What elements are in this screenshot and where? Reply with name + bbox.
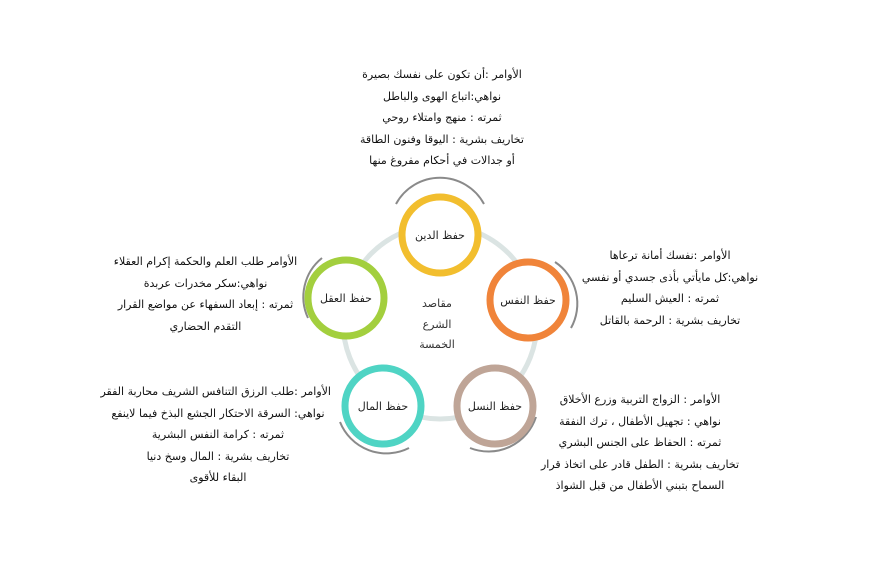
note-aql-line: الأوامر طلب العلم والحكمة إكرام العقلاء bbox=[113, 255, 298, 268]
note-aql bbox=[113, 251, 298, 337]
note-mal bbox=[100, 381, 331, 489]
note-aql-line: نواهي:سكر مخدرات عربدة bbox=[143, 276, 268, 290]
note-din bbox=[340, 64, 544, 172]
note-din-line: ثمرته : منهج وامتلاء روحي bbox=[382, 111, 502, 124]
note-din-line: الأوامر :أن تكون على نفسك بصيرة bbox=[362, 68, 522, 81]
note-din-line: نواهي:اتباع الهوى والباطل bbox=[382, 89, 502, 103]
node-aql-label: حفظ العقل bbox=[320, 292, 372, 305]
note-nasl-line: السماح بتبني الأطفال من قبل الشواذ bbox=[555, 479, 725, 492]
center-title-line-1: مقاصد bbox=[422, 297, 452, 310]
note-nasl-line: الأوامر : الزواج التربية وزرع الأخلاق bbox=[559, 393, 721, 406]
note-nasl-line: ثمرته : الحفاظ على الجنس البشري bbox=[558, 436, 722, 449]
note-din-line: تخاريف بشرية : اليوقا وفنون الطاقة bbox=[360, 132, 524, 146]
node-mal-label: حفظ المال bbox=[357, 400, 409, 413]
center-title-line-2: الشرع bbox=[422, 318, 452, 331]
center-title-line-3: الخمسة bbox=[419, 338, 455, 351]
node-aql bbox=[303, 258, 384, 336]
node-din-label: حفظ الدين bbox=[415, 229, 465, 242]
node-nasl bbox=[457, 368, 536, 452]
node-mal bbox=[340, 368, 421, 453]
note-nafs-line: نواهي:كل مايأتي بأذى جسدي أو نفسي bbox=[581, 270, 759, 284]
note-mal-line: البقاء للأقوى bbox=[189, 471, 247, 484]
note-mal-line: الأوامر :طلب الرزق التنافس الشريف محاربة الفقر bbox=[100, 385, 331, 398]
node-nafs bbox=[490, 262, 577, 338]
note-mal-line: تخاريف بشرية : المال وسخ دنيا bbox=[146, 449, 290, 463]
note-aql-line: التقدم الحضاري bbox=[169, 319, 242, 333]
note-nafs-line: الأوامر :نفسك أمانة ترعاها bbox=[609, 249, 731, 262]
note-mal-line: نواهي: السرقة الاحتكار الجشع البذخ فيما لاينفع bbox=[111, 406, 325, 420]
note-nafs-line: تخاريف بشرية : الرحمة بالقاتل bbox=[599, 313, 741, 327]
node-din bbox=[396, 178, 484, 273]
note-nafs bbox=[575, 245, 765, 331]
note-nafs-line: ثمرته : العيش السليم bbox=[620, 292, 720, 305]
note-nasl bbox=[540, 389, 740, 497]
note-din-line: أو جدالات في أحكام مفروغ منها bbox=[369, 154, 515, 167]
node-nafs-label: حفظ النفس bbox=[500, 294, 556, 307]
note-mal-line: ثمرته : كرامة النفس البشرية bbox=[151, 428, 285, 441]
note-nasl-line: نواهي : تجهيل الأطفال ، ترك النفقة bbox=[559, 414, 721, 428]
node-nasl-label: حفظ النسل bbox=[467, 400, 523, 413]
note-nasl-line: تخاريف بشرية : الطفل قادر على اتخاذ قرار bbox=[540, 457, 740, 471]
note-aql-line: ثمرته : إبعاد السفهاء عن مواضع القرار bbox=[117, 298, 294, 311]
